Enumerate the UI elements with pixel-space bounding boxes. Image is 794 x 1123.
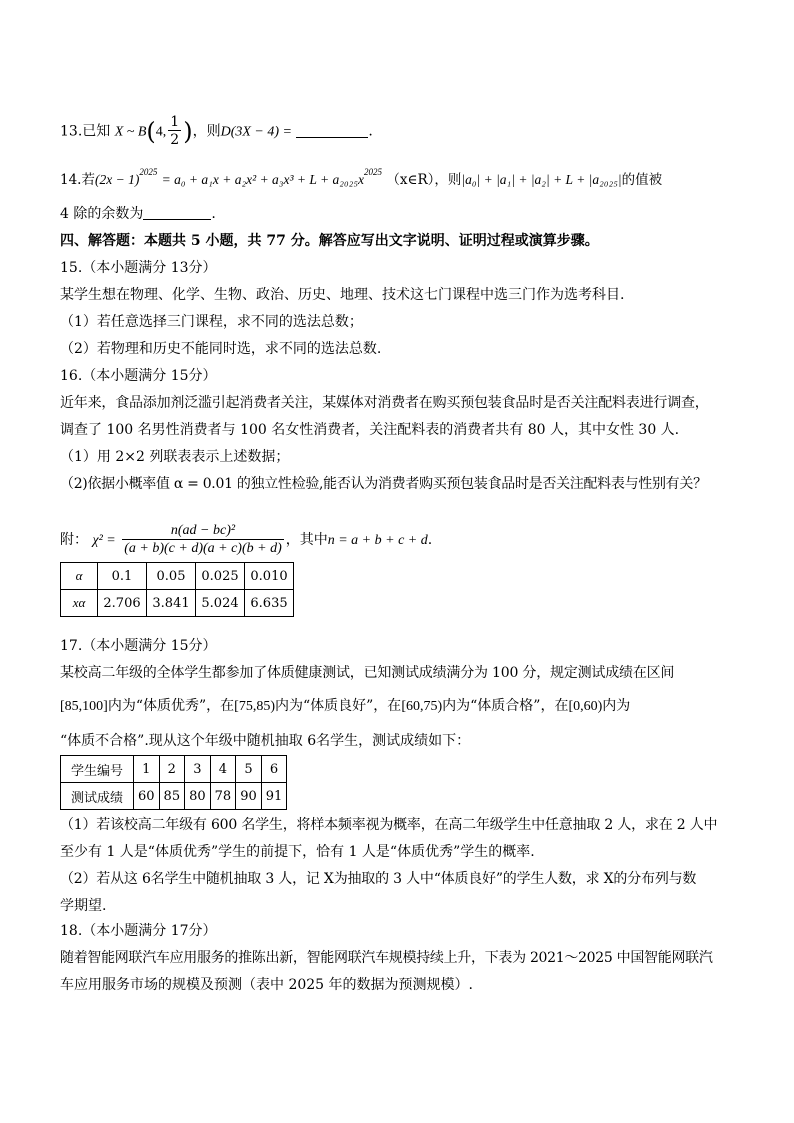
question-17-part2: （2）若从这 6名学生中随机抽取 3 人，记 X为抽取的 3 人中“体质良好”的学生人数，求 X的分布列与数 [60,871,697,887]
question-16-stem: 调查了 100 名男性消费者与 100 名女性消费者，关注配料表的消费者共有 80 人，其中女性 30 人. [60,422,680,438]
question-17-stem: [85,100]内为“体质优秀”，在[75,85)内为“体质良好”，在[60,75)内为“体质合格”，在[0,60)内为 [60,698,631,714]
question-14: 14.若$(2x - 1)^{2025} = a_0 + a_1x + a_2x^2 + a_3x^3 + L + a_{2025}x^{2025}$ （x∈R），则|a₀| + |a₁| + |a₂| + L + |a₂₀₂₅|的值被 [60,167,663,188]
question-17-part2: 学期望. [60,898,107,914]
question-16-part1: （1）用 2×2 列联表表示上述数据； [60,449,290,465]
question-18-stem: 随着智能网联汽车应用服务的推陈出新，智能网联汽车规模持续上升，下表为 2021～2025 中国智能网联汽 [60,950,713,966]
score-table [60,755,287,810]
table-row: 测试成绩 60 85 80 78 90 91 [61,783,287,810]
critical-value-table [60,562,294,617]
question-18-stem: 车应用服务市场的规模及预测（表中 2025 年的数据为预测规模）. [60,977,473,993]
question-16-part2: （2)依据小概率值 α = 0.01 的独立性检验,能否认为消费者购买预包装食品时是否关注配料表与性别有关？ [60,476,707,492]
question-13: 13.已知 X ~ B(4, $\frac{1}{2}$ )，则D(3X − 4) = . [60,114,373,148]
question-number: 14. [60,172,82,188]
question-17-stem: “体质不合格”.现从这个年级中随机抽取 6名学生，测试成绩如下： [60,733,471,749]
table-row: α 0.1 0.05 0.025 0.010 [61,563,294,590]
question-15-stem: 某学生想在物理、化学、生物、政治、历史、地理、技术这七门课程中选三门作为选考科目. [60,287,625,303]
table-row: xα 2.706 3.841 5.024 6.635 [61,590,294,617]
answer-blank[interactable] [296,123,368,138]
question-16-stem: 近年来，食品添加剂泛滥引起消费者关注，某媒体对消费者在购买预包装食品时是否关注配料表进行调查， [60,395,709,411]
question-15-part1: （1）若任意选择三门课程，求不同的选法总数； [60,314,363,330]
question-17-stem: 某校高二年级的全体学生都参加了体质健康测试，已知测试成绩满分为 100 分，规定测试成绩在区间 [60,665,675,681]
answer-blank[interactable] [143,205,211,220]
fraction: $\frac{\text{n(ad − bc)²}}{(a + b)(c + d)(a + c)(b + d)}$ [124,522,282,556]
question-17-part1: （1）若该校高二年级有 600 名学生，将样本频率视为概率，在高二年级学生中任意抽取 2 人，求在 2 人中 [60,817,718,833]
question-15-title: 15.（本小题满分 13分） [60,260,217,276]
fraction: $\frac{1}{2}$ [170,114,180,148]
chi-square-formula: 附： χ² = $\frac{\text{n(ad − bc)²}}{(a + b)(c + d)(a + c)(b + d)}$ ，其中n = a + b + c + d. [60,522,433,556]
question-number: 13. [60,123,83,140]
question-17-title: 17.（本小题满分 15分） [60,638,217,654]
question-18-title: 18.（本小题满分 17分） [60,923,217,939]
question-15-part2: （2）若物理和历史不能同时选，求不同的选法总数. [60,341,382,357]
question-16-title: 16.（本小题满分 15分） [60,368,217,384]
question-17-part1: 至少有 1 人是“体质优秀”学生的前提下，恰有 1 人是“体质优秀”学生的概率. [60,844,535,860]
table-row: 学生编号 1 2 3 4 5 6 [61,756,287,783]
section-heading: 四、解答题：本题共 5 小题，共 77 分。解答应写出文字说明、证明过程或演算步骤。 [60,233,599,249]
question-14-line2: 4 除的余数为 . [60,206,216,222]
